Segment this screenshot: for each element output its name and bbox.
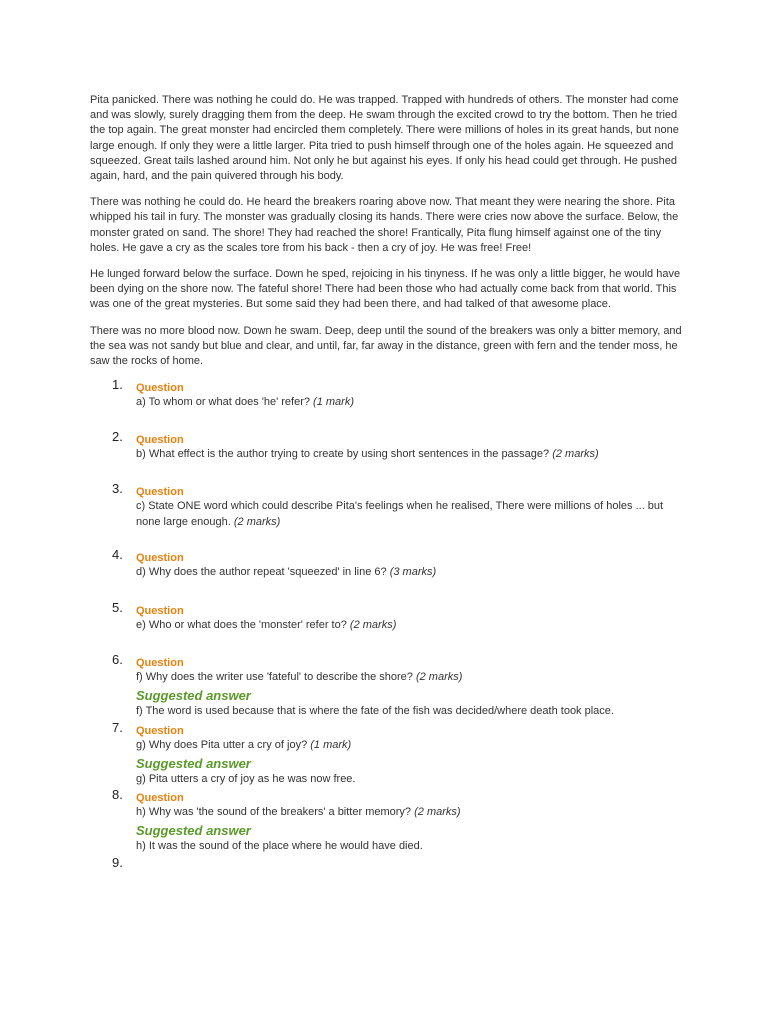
question-marks: (2 marks)	[349, 619, 397, 632]
question-number: 4.	[112, 547, 123, 563]
suggested-answer-heading: Suggested answer	[136, 822, 251, 838]
question-label: Question	[136, 486, 184, 499]
suggested-answer-text: h) It was the sound of the place where he would have died.	[136, 839, 423, 852]
suggested-answer-text: f) The word is used because that is where the fate of the fish was decided/where death took place.	[136, 704, 614, 717]
question-number: 1.	[112, 377, 123, 393]
passage-paragraph-3: He lunged forward below the surface. Down he sped, rejoicing in his tinyness. If he was only a little bigger, he would have been dying on the shore now. The fateful shore! There had been those who had actually come back from that world. This was one of the great mysteries. But some said they had been there, and had talked of that awesome place.	[90, 268, 681, 311]
question-item-9	[90, 855, 690, 879]
question-number: 9.	[112, 855, 123, 871]
suggested-answer-heading: Suggested answer	[136, 687, 251, 703]
question-text: c) State ONE word which could describe Pita's feelings when he realised, There were millions of holes ... but none large enough. (2 marks)	[136, 500, 664, 528]
question-text: d) Why does the author repeat 'squeezed' in line 6? (3 marks)	[136, 566, 437, 579]
question-item-6	[90, 652, 690, 724]
question-label: Question	[136, 657, 184, 670]
question-label: Question	[136, 434, 184, 447]
question-item-8	[90, 787, 690, 859]
question-label: Question	[136, 382, 184, 395]
question-text: e) Who or what does the 'monster' refer to? (2 marks)	[136, 619, 397, 632]
question-label: Question	[136, 605, 184, 618]
question-number: 8.	[112, 787, 123, 803]
question-item-3	[90, 481, 690, 551]
question-item-1	[90, 377, 690, 433]
suggested-answer-heading: Suggested answer	[136, 755, 251, 771]
question-marks: (1 mark)	[310, 739, 352, 752]
question-label: Question	[136, 552, 184, 565]
question-list	[90, 377, 690, 879]
question-item-2	[90, 429, 690, 485]
question-label: Question	[136, 792, 184, 805]
question-number: 2.	[112, 429, 123, 445]
question-number: 3.	[112, 481, 123, 497]
question-text: g) Why does Pita utter a cry of joy? (1 mark)	[136, 739, 352, 752]
passage-paragraph-2: There was nothing he could do. He heard the breakers roaring above now. That meant they were nearing the shore. Pita whipped his tail in fury. The monster was gradually closing its hands. There were cries now above the surface. Below, the monster grated on sand. The shore! They had reached the shore! Frantically, Pita flung himself against one of the tiny holes. He gave a cry as the scales tore from his back - then a cry of joy. He was free! Free!	[90, 196, 679, 254]
question-marks: (1 mark)	[313, 396, 354, 409]
suggested-answer-text: g) Pita utters a cry of joy as he was now free.	[136, 772, 356, 785]
passage-paragraph-4: There was no more blood now. Down he swam. Deep, deep until the sound of the breakers was only a bitter memory, and the sea was not sandy but blue and clear, and until, far, far away in the distance, green with fern and the tender moss, he saw the rocks of home.	[90, 324, 682, 368]
question-item-7	[90, 720, 690, 791]
question-marks: (2 marks)	[415, 671, 463, 684]
question-item-5	[90, 600, 690, 656]
question-text: b) What effect is the author trying to create by using short sentences in the passage? (2 marks)	[136, 448, 599, 461]
question-number: 7.	[112, 720, 123, 736]
question-text: a) To whom or what does 'he' refer? (1 mark)	[136, 396, 354, 409]
question-number: 5.	[112, 600, 123, 616]
passage-paragraph-1: Pita panicked. There was nothing he could do. He was trapped. Trapped with hundreds of others. The monster had come and was slowly, surely dragging them from the deep. He swam through the excited crowd to try the bottom. Then he tried the top again. The great monster had encircled them completely. There were millions of holes in its great hands, but none large enough. If only they were a little larger. Pita tried to push himself through one of the holes again. He squeezed and squeezed. Great tails lashed around him. Not only he but against his eyes. If only his head could get through. He pushed again, hard, and the pain quivered through his body.	[90, 94, 679, 183]
question-marks: (2 marks)	[552, 448, 599, 461]
question-marks: (2 marks)	[233, 515, 281, 528]
question-text: f) Why does the writer use 'fateful' to describe the shore? (2 marks)	[136, 671, 463, 684]
question-label: Question	[136, 725, 184, 738]
question-marks: (2 marks)	[414, 806, 461, 819]
question-item-4	[90, 547, 690, 604]
question-number: 6.	[112, 652, 123, 668]
document-page	[90, 93, 690, 879]
question-marks: (3 marks)	[389, 566, 437, 579]
question-text: h) Why was 'the sound of the breakers' a bitter memory? (2 marks)	[136, 806, 461, 819]
